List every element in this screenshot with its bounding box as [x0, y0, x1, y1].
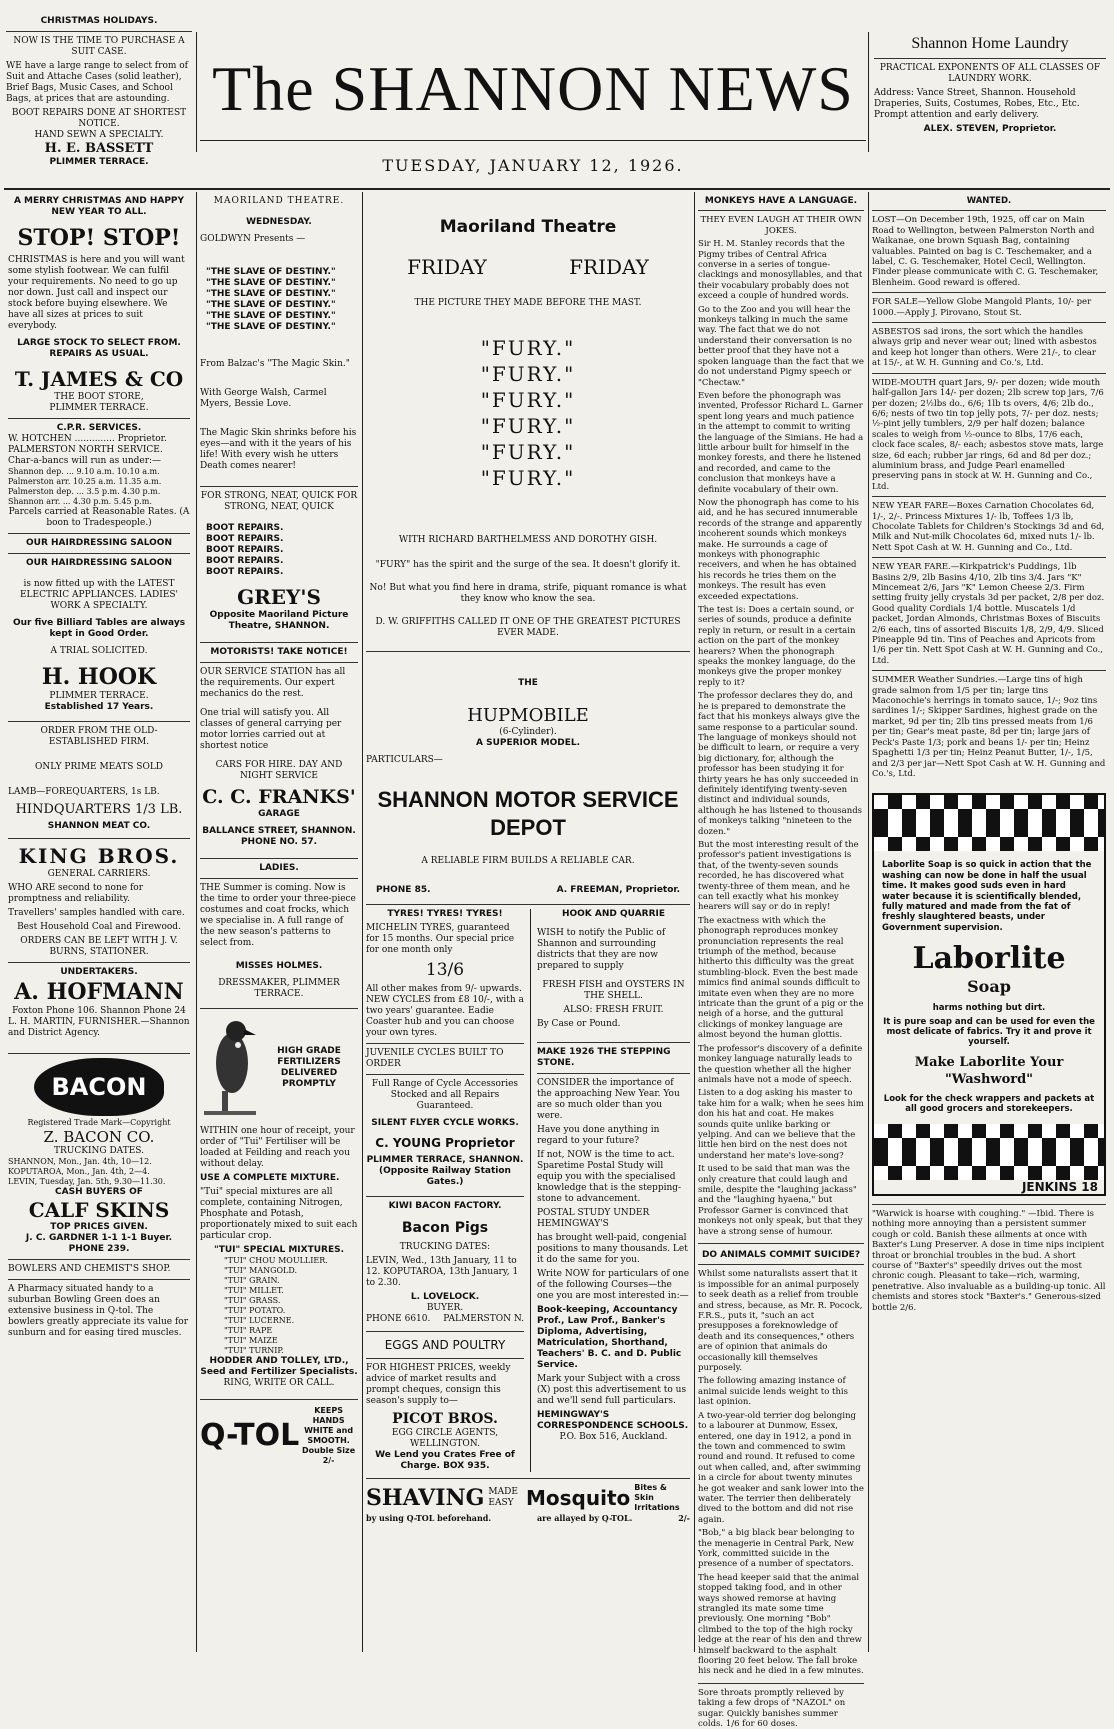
slave-line: "THE SLAVE OF DESTINY.": [206, 300, 336, 310]
stop-heading: STOP! STOP!: [17, 225, 181, 251]
helped: has brought well-paid, congenial positions to many thousands. Let it do the same for you.: [537, 1233, 688, 1265]
shaving-by: by using Q-TOL beforehand.: [366, 1513, 492, 1523]
griffith: D. W. GRIFFITHS CALLED IT ONE OF THE GREATEST PICTURES EVER MADE.: [375, 617, 681, 638]
hook-quarrie: HOOK AND QUARRIE: [561, 909, 666, 919]
col3-right: [531, 909, 690, 1472]
egg-circle: EGG CIRCLE AGENTS, WELLINGTON.: [391, 1428, 499, 1449]
tui-item: "TUI" MANGOLD.: [224, 1266, 298, 1275]
bacon-date-row: KOPUTAROA, Mon., Jan. 4th, 2—4.: [8, 1167, 150, 1176]
fertilizer-header: [200, 1013, 358, 1123]
friday-row: [366, 254, 690, 280]
sore-throats: Sore throats promptly relieved by taking a few drops of "NAZOL" on sugar. Quickly banishes summer colds. 1/6 for 60 doses.: [698, 1687, 846, 1729]
james-sub: THE BOOT STORE,: [54, 392, 144, 402]
laborlite-name: Laborlite: [912, 941, 1066, 977]
laborlite-body: Laborlite Soap is so quick in action that the washing can now be done in half the usual time. It makes good suds even in hard water because it is scientifically blended, fully matured and made from the fat of freshly slaughtered beasts, under Government supervision.: [882, 860, 1092, 933]
hemingways: HEMINGWAY'S CORRESPONDENCE SCHOOLS.: [537, 1410, 689, 1431]
issue-date: TUESDAY, JANUARY 12, 1926.: [382, 156, 684, 175]
monkeys-p11: It used to be said that man was the only creature that could laugh and smile, despite the "laughing jackass" and the "laughing hyaena," but Professor Garner is convinced that monkeys not only speak, but that they have a strong sense of humour.: [698, 1164, 863, 1237]
ballance: BALLANCE STREET, SHANNON. PHONE NO. 57.: [202, 826, 356, 847]
king-travel: Travellers' samples handled with care.: [8, 908, 185, 918]
qtol-strip-footer: [366, 1513, 690, 1523]
lamb-forequarters: LAMB—FOREQUARTERS, 1s LB.: [8, 787, 160, 797]
tui-list: [224, 1256, 358, 1356]
suicide-p5: The head keeper said that the animal stopped taking food, and in other ways showed remorse at having strangled its mate some time previously. One morning "Bob" climbed to the top of the high rocky ledge at the rear of his den and threw himself backward to the asphalt flooring 20 feet below. The fall broke his neck and he died in a few minutes.: [698, 1572, 864, 1677]
qtol-ad: [200, 1406, 358, 1466]
kiwi-footer: [366, 1314, 524, 1325]
laundry-body: Address: Vance Street, Shannon. Household Draperies, Suits, Costumes, Robes, Etc., Etc. Prompt attention and early delivery.: [874, 88, 1080, 120]
trial-note: A TRIAL SOLICITED.: [50, 646, 148, 656]
timetable: [8, 467, 190, 507]
order-note: ORDER FROM THE OLD-ESTABLISHED FIRM.: [40, 726, 158, 747]
hofmann-heading: A. HOFMANN: [14, 979, 184, 1005]
mixture-body: "Tui" special mixtures are all complete, containing Nitrogen, Phosphate and Potash, proportionately mixed to suit each particular crop.: [200, 1187, 358, 1241]
write-now: Write NOW for particulars of one of the following Courses—the one you are most interested in:—: [537, 1269, 690, 1301]
fury-list: [366, 335, 690, 491]
friday-right: FRIDAY: [569, 255, 649, 279]
slave-list: [206, 267, 358, 333]
hup-six: (6-Cylinder).: [499, 727, 557, 737]
juvenile: JUVENILE CYCLES BUILT TO ORDER: [366, 1048, 504, 1069]
boot-repairs-line: BOOT REPAIRS.: [206, 567, 284, 577]
picot: PICOT BROS.: [392, 1411, 498, 1427]
tui-item: "TUI" RAPE: [224, 1326, 273, 1335]
lovelock: L. LOVELOCK.: [410, 1292, 480, 1302]
depot-footer: [366, 885, 690, 896]
ear-left-ad: [6, 16, 192, 184]
ear-left-line2: HAND SEWN A SPECIALTY.: [34, 130, 164, 140]
hupmobile: HUPMOBILE: [467, 705, 589, 726]
monkeys-p5: The test is: Does a certain sound, or series of sounds, produce a definite reply in return, or result in a certain action on the part of the monkey hearers? When the phonograph speaks the monkey language, do the monkeys give the proper monkey reply to it?: [698, 605, 856, 688]
tui-item: "TUI" MAIZE: [224, 1336, 278, 1345]
tui-heading: "TUI" SPECIAL MIXTURES.: [214, 1245, 344, 1255]
monkeys-p1: Sir H. M. Stanley records that the Pigmy tribes of Central Africa converse in a series of tongue-clackings and monosyllables, and that their vocabulary probably does not exceed a couple of hundred words.: [698, 239, 863, 302]
column-2: [200, 196, 358, 1654]
depot-freeman: A. FREEMAN, Proprietor.: [556, 885, 680, 895]
tui-item: "TUI" POTATO.: [224, 1306, 286, 1315]
laundry-sign: ALEX. STEVEN, Proprietor.: [923, 124, 1057, 134]
by-case: By Case or Pound.: [537, 1019, 621, 1029]
courses: Book-keeping, Accountancy Prof., Law Prof., Banker's Diploma, Advertising, Matriculation, Shorthand, Teachers' B. C. and D. Public Service.: [537, 1305, 682, 1370]
fury-cast: WITH RICHARD BARTHELMESS AND DOROTHY GISH.: [398, 535, 658, 545]
lost-ad: LOST—On December 19th, 1925, off car on Main Road to Wellington, between Palmerston North and Waikanae, one brown Squash Bag, containing valuables. Painted on bag is C. Teschemaker, and a label, C. G. Teschemaker, Hotel Cecil, Wellington. Finder please communicate with C. G. Teschemaker, Blenheim. Good reward is offered.: [872, 215, 1099, 288]
cpr-heading: C.P.R. SERVICES.: [56, 423, 142, 433]
check-pattern-bottom: [874, 1124, 1104, 1152]
wanted-heading: WANTED.: [966, 196, 1012, 206]
monkeys-p6: The professor declares they do, and he is prepared to demonstrate the fact that his monkeys always give the same response to a particular sound. The language of monkeys should not be difficult to learn, or require a very big dictionary, for, although the professor has been studying it for thirty years he has only succeeded in definitely identifying twenty-seven distinct and individual sounds, although he has listened to thousands of monkeys talking "nineteen to the dozen.": [698, 691, 863, 837]
masthead: [200, 54, 866, 134]
laborlite-make: Make Laborlite Your "Washword": [914, 1054, 1064, 1087]
shaving: SHAVING: [366, 1485, 485, 1511]
cpr-run: Char-a-bancs will run as under:—: [8, 456, 162, 466]
check-pattern-top-2: [874, 823, 1104, 851]
mast-line: THE PICTURE THEY MADE BEFORE THE MAST.: [414, 298, 642, 308]
top-prices: TOP PRICES GIVEN.: [50, 1222, 148, 1232]
cycles: All other makes from 9/- upwards. NEW CYCLES from £8 10/-, with a two years' guarantee. Eadie Coaster hub and you can choose your own tyres.: [366, 984, 524, 1038]
hook-place: PLIMMER TERRACE.: [49, 691, 149, 701]
fertilizer-heading: HIGH GRADE FERTILIZERS DELIVERED PROMPTLY: [277, 1046, 341, 1089]
goldwyn: GOLDWYN Presents —: [200, 234, 306, 244]
silent-flyer: SILENT FLYER CYCLE WORKS.: [371, 1118, 519, 1128]
undertakers-heading: UNDERTAKERS.: [60, 967, 138, 977]
king-sub: GENERAL CARRIERS.: [47, 869, 151, 879]
fury-line: "FURY.": [480, 388, 576, 412]
newyear-ad-1: NEW YEAR FARE—Boxes Carnation Chocolates 6d, 1/-, 2/-. Princess Mixtures 1/- lb, Toffees 1/3 lb, Chocolate Tablets for Children's Stockings 3d and 6d, Milk and Nut-milk Chocolates 6d, mixed nuts 1/- lb. Nett Spot Cash at W. H. Gunning and Co., Ltd.: [872, 501, 1105, 553]
ear-left-place: PLIMMER TERRACE.: [49, 157, 149, 167]
tui-bird-icon: [200, 1013, 260, 1123]
meat-co: SHANNON MEAT CO.: [47, 821, 151, 831]
laborlite-pure: It is pure soap and can be used for even the most delicate of fabrics. Try it and prove it yourself.: [883, 1016, 1095, 1048]
bowlers-body: A Pharmacy situated handy to a suburban Bowling Green does an extensive business in Q-tol. The bowlers greatly appreciate its value for sunburn and for easing tired muscles.: [8, 1284, 189, 1338]
cars-for-hire: CARS FOR HIRE. DAY AND NIGHT SERVICE: [215, 760, 343, 781]
mixture-heading: USE A COMPLETE MIXTURE.: [200, 1173, 340, 1183]
suicide-p2: The following amazing instance of animal suicide lends weight to this last opinion.: [698, 1376, 849, 1408]
kiwi-palm: PALMERSTON N.: [443, 1314, 524, 1324]
kiwi-phone: PHONE 6610.: [366, 1314, 431, 1324]
stepping-stone: MAKE 1926 THE STEPPING STONE.: [537, 1047, 671, 1068]
king-coal: Best Household Coal and Firewood.: [17, 922, 181, 932]
timetable-row: Shannon arr. ... 4.30 p.m. 5.45 p.m.: [8, 497, 152, 506]
saloon-heading: OUR HAIRDRESSING SALOON: [25, 538, 172, 548]
depot-reliable: A RELIABLE FIRM BUILDS A RELIABLE CAR.: [421, 856, 635, 866]
hup-particulars: PARTICULARS—: [366, 755, 443, 765]
motorists-heading: MOTORISTS! TAKE NOTICE!: [210, 647, 348, 657]
king-body: WHO ARE second to none for promptness and reliability.: [8, 883, 144, 904]
bacon-co: Z. BACON CO.: [43, 1128, 155, 1146]
check-pattern-bottom-2: [874, 1152, 1104, 1180]
monkeys-p10: Listen to a dog asking his master to take him for a walk; when he sees him don his hat and coat. He makes sounds quite unlike barking or yelping. And can we believe that the little hen bird on the nest does not understand her mate's love-song?: [698, 1088, 864, 1161]
bacon-dates-heading: TRUCKING DATES.: [54, 1146, 144, 1156]
ear-left-name: H. E. BASSETT: [44, 141, 154, 156]
mosq-price: 2/-: [678, 1513, 690, 1523]
james-place: PLIMMER TERRACE.: [49, 403, 149, 413]
young-addr: PLIMMER TERRACE, SHANNON. (Opposite Railway Station Gates.): [366, 1155, 524, 1187]
monkeys-p4: Now the phonograph has come to his aid, and he has secured innumerable records of the strange and apparently incoherent sounds which monkeys make. He surrounds a cage of monkeys with phonographic receivers, and when he has obtained his records he tries them on the monkeys. The result has even exceeded expectations.: [698, 497, 862, 602]
martin-note: L. H. MARTIN, FURNISHER.—Shannon and District Agency.: [8, 1017, 190, 1038]
cpr-proprietor: W. HOTCHEN .............. Proprietor.: [8, 434, 167, 444]
fury-line: "FURY.": [480, 466, 576, 490]
ear-left-heading: CHRISTMAS HOLIDAYS.: [40, 16, 158, 26]
tui-item: "TUI" GRAIN.: [224, 1276, 280, 1285]
young: C. YOUNG Proprietor: [375, 1136, 515, 1150]
postal-study: POSTAL STUDY UNDER HEMINGWAY'S: [537, 1208, 650, 1229]
maoriland-heading: MAORILAND THEATRE.: [213, 196, 345, 206]
monkeys-p9: The professor's discovery of a definite monkey language naturally leads to the question whether all the higher animals have not a mode of speech.: [698, 1043, 863, 1085]
parcels-note: Parcels carried at Reasonable Rates. (A boon to Tradespeople.): [8, 507, 190, 528]
mosquito: Mosquito: [526, 1486, 631, 1510]
slave-line: "THE SLAVE OF DESTINY.": [206, 267, 336, 277]
ear-left-body: WE have a large range to select from of Suit and Attache Cases (solid leather), Brief Bags, Music Cases, and School Bags, at prices that are astounding.: [6, 61, 189, 104]
tui-item: "TUI" GRASS.: [224, 1296, 281, 1305]
hofmann-phone: Foxton Phone 106. Shannon Phone 24: [12, 1006, 186, 1016]
tui-item: "TUI" LUCERNE.: [224, 1316, 295, 1325]
slave-line: "THE SLAVE OF DESTINY.": [206, 311, 336, 321]
laborlite-look: Look for the check wrappers and packets at all good grocers and storekeepers.: [883, 1093, 1095, 1115]
ear-left-line1: BOOT REPAIRS DONE AT SHORTEST NOTICE.: [11, 108, 187, 129]
cast: With George Walsh, Carmel Myers, Bessie Love.: [200, 388, 327, 409]
prime-note: ONLY PRIME MEATS SOLD: [34, 762, 164, 772]
dressmaker: DRESSMAKER, PLIMMER TERRACE.: [218, 978, 340, 999]
newyear-ad-2: NEW YEAR FARE.—Kirkpatrick's Puddings, 1lb Basins 2/9, 2lb Basins 4/10, 2lb tins 3/4. Jars "K" Mincemeat 2/6, Jars "K" Lemon Cheese 2/3. Firm setting fruity jelly crystals 3d per packet, 2/8 per doz. Good quality Cordials 1/4 bottle. Muscatels 1/d packet, Jordan Almonds, Christmas Boxes of Biscuits 2/6 each, tins of assorted Biscuits 1/8, 2/9, 4/9. Sliced Pineapple 9d tin. Tins of Peaches and Apricots from 1/6 per tin. Nett Spot Cash at W. H. Gunning and Co., Ltd.: [872, 562, 1105, 666]
timetable-row: Palmerston dep. ... 3.5 p.m. 4.30 p.m.: [8, 487, 161, 496]
tui-item: "TUI" TURNIP.: [224, 1346, 284, 1355]
saloon-body: is now fitted up with the LATEST ELECTRIC APPLIANCES. LADIES' WORK A SPECIALTY.: [19, 579, 179, 611]
greeting: A MERRY CHRISTMAS AND HAPPY NEW YEAR TO ALL.: [13, 196, 185, 217]
qtol-title: Q-TOL: [200, 1418, 300, 1453]
billiard-note: Our five Billiard Tables are always kept in Good Order.: [12, 618, 186, 639]
bowlers-heading: BOWLERS AND CHEMIST'S SHOP.: [8, 1264, 171, 1274]
mosq-by: are allayed by Q-TOL.: [536, 1513, 633, 1523]
laborlite-harms: harms nothing but dirt.: [932, 1003, 1046, 1014]
made-easy: MADE EASY: [488, 1487, 518, 1508]
tui-item: "TUI" MILLET.: [224, 1286, 284, 1295]
have-you: Have you done anything in regard to your future?: [537, 1125, 660, 1146]
fresh-fish: FRESH FISH and OYSTERS IN THE SHELL.: [542, 980, 685, 1001]
king-orders: ORDERS CAN BE LEFT WITH J. V. BURNS, STATIONER.: [20, 936, 178, 957]
hup-the: THE: [518, 678, 538, 688]
monkeys-p2: Go to the Zoo and you will hear the monkeys talking in much the same way. The fact that we do not understand their conversation is no better proof that they have not a spoken language than the fact that we do not understand Pigmy speech or "Chectaw.": [698, 304, 864, 388]
stop-body: CHRISTMAS is here and you will want some stylish footwear. We can fulfil your requirements. No need to go up nor down. Just call and inspect our stock before buying elsewhere. We have all sizes at prices to suit everybody.: [8, 255, 185, 331]
wednesday: WEDNESDAY.: [246, 217, 312, 227]
greys-sub: Opposite Maoriland Picture Theatre, SHANNON.: [209, 610, 349, 631]
theatre-heading: Maoriland Theatre: [439, 217, 617, 237]
warwick-ad: "Warwick is hoarse with coughing." —Ibid. There is nothing more annoying than a persistent summer cough or cold. Banish these ailments at once with Baxter's Lung Preserver. A dose in time nips incipient throat or bronchial troubles in the bud. A short course of "Baxter's" speedily drives out the most chronic cough. Pleasant to take—rich, warming, penetrative. Also invaluable as a building-up tonic. All chemists and stores stock "Baxter's." Generous-sized bottle 2/6.: [872, 1209, 1106, 1313]
eggs-heading: EGGS AND POULTRY: [384, 1338, 506, 1352]
timetable-row: Shannon dep. ... 9.10 a.m. 10.10 a.m.: [8, 467, 160, 476]
laborlite-soap: Soap: [967, 977, 1011, 997]
slave-line: "THE SLAVE OF DESTINY.": [206, 289, 336, 299]
gardner: J. C. GARDNER 1-1 1-1 Buyer. PHONE 239.: [25, 1233, 173, 1254]
ring: RING, WRITE OR CALL.: [223, 1378, 335, 1388]
column-1: [8, 196, 190, 1654]
michelin-price: 13/6: [425, 960, 465, 980]
kiwi: KIWI BACON FACTORY.: [388, 1201, 502, 1211]
balzac: From Balzac's "The Magic Skin.": [200, 359, 350, 369]
lamb-hindquarters: HINDQUARTERS 1/3 LB.: [15, 802, 183, 817]
calf-skins: CALF SKINS: [28, 1198, 170, 1222]
laundry-title: Shannon Home Laundry: [911, 35, 1069, 52]
laundry-sub: PRACTICAL EXPONENTS OF ALL CLASSES OF LAUNDRY WORK.: [879, 63, 1101, 84]
saloon-heading-2: OUR HAIRDRESSING SALOON: [25, 558, 172, 568]
boot-repairs-line: BOOT REPAIRS.: [206, 556, 284, 566]
column-3: [366, 196, 690, 1654]
trucking: TRUCKING DATES:: [399, 1242, 491, 1252]
strong-heading: FOR STRONG, NEAT, QUICK FOR STRONG, NEAT, QUICK: [200, 491, 358, 512]
cpr-service: PALMERSTON NORTH SERVICE.: [8, 445, 163, 455]
mosquito-ad: [526, 1483, 690, 1513]
slave-line: "THE SLAVE OF DESTINY.": [206, 278, 336, 288]
garage: GARAGE: [258, 809, 300, 819]
fury-spirit: "FURY" has the spirit and the surge of the sea. It doesn't glorify it.: [375, 560, 681, 570]
monkeys-p3: Even before the phonograph was invented, Professor Richard L. Garner spent long years and much patience in the attempt to commit to writing the language of the Simians. He had a little arbour built for himself in the monkey forests, and there he listened and recorded, and came to the conclusion that monkeys have a definite vocabulary of their own.: [698, 390, 864, 495]
ear-right-ad: [874, 34, 1106, 184]
magic-skin: The Magic Skin shrinks before his eyes—and with it the years of his life! With every wish he utters Death comes nearer!: [200, 428, 357, 471]
michelin: MICHELIN TYRES, guaranteed for 15 months. Our special price for one month only: [366, 923, 515, 955]
ladies-heading: LADIES.: [259, 863, 299, 873]
forsale-ad: FOR SALE—Yellow Globe Mangold Plants, 10/- per 1000.—Apply J. Pirovano, Stout St.: [872, 297, 1092, 318]
fury-line: "FURY.": [480, 362, 576, 386]
range: Full Range of Cycle Accessories Stocked and all Repairs Guaranteed.: [371, 1079, 519, 1111]
if-not: If not, NOW is the time to act. Sparetime Postal Study will equip you with the specialised knowledge that is the stepping-stone to advancement.: [537, 1150, 682, 1204]
depot-heading: SHANNON MOTOR SERVICE DEPOT: [377, 787, 679, 840]
ear-left-sub: NOW IS THE TIME TO PURCHASE A SUIT CASE.: [13, 36, 185, 57]
boot-repairs-line: BOOT REPAIRS.: [206, 523, 284, 533]
stock-note: LARGE STOCK TO SELECT FROM. REPAIRS AS USUAL.: [17, 338, 181, 359]
monkeys-sub: THEY EVEN LAUGH AT THEIR OWN JOKES.: [700, 215, 862, 236]
mark-subject: Mark your Subject with a cross (X) post this advertisement to us and we'll send full particulars.: [537, 1374, 687, 1406]
monkeys-heading: MONKEYS HAVE A LANGUAGE.: [704, 196, 858, 206]
hook-established: Established 17 Years.: [44, 702, 154, 712]
consider: CONSIDER the importance of the approaching New Year. You are so much older than you were.: [537, 1078, 680, 1121]
suicide-p1: Whilst some naturalists assert that it is impossible for an animal purposely to seek death as a relief from trouble and stress, because, as Mr. R. Pocock, F.R.S., puts it, "such an act presupposes a foreknowledge of death and its consequences," others are of opinion that animals do occasionally kill themselves purposely.: [698, 1269, 863, 1374]
james-heading: T. JAMES & CO: [14, 367, 184, 391]
boot-repairs-list: [206, 523, 358, 578]
bacon-dates: [8, 1157, 190, 1187]
newspaper-title: The SHANNON NEWS: [212, 53, 854, 124]
hook-heading: H. HOOK: [41, 664, 157, 690]
qtol-strip: [366, 1483, 690, 1513]
trucking-body: LEVIN, Wed., 13th January, 11 to 12. KOPUTAROA, 13th January, 1 to 2.30.: [366, 1256, 519, 1288]
crates: We Lend you Crates Free of Charge. BOX 935.: [375, 1450, 515, 1471]
greys-heading: GREY'S: [237, 585, 321, 609]
depot-phone: PHONE 85.: [376, 885, 431, 895]
bacon-trade: Registered Trade Mark—Copyright: [27, 1118, 171, 1127]
bacon-pigs: Bacon Pigs: [401, 1220, 489, 1236]
suicide-p3: A two-year-old terrier dog belonging to a labourer at Dunmow, Essex, entered, one day in 1912, a pond in the town and commenced to swim round and round. It refused to come out when called, and, after swimming in a circle for about twenty minutes he got weaker and sank lower into the water. The terrier then deliberately dived to the bottom and did not rise again.: [698, 1410, 864, 1525]
buyer: BUYER.: [426, 1303, 464, 1313]
suicide-p4: "Bob," a big black bear belonging to the menagerie in Central Park, New York, committed suicide in the presence of a number of spectators.: [698, 1528, 855, 1570]
summer-ad: SUMMER Weather Sundries.—Large tins of high grade salmon from 1/5 per tin; large tins Maconochie's herrings in tomato sauce, 1/-; 9oz tins sardines 1/-; Skipper Sardines, highest grade on the market, 9d per tin; 2lb tins pressed meats from 1/6 per tin; Gear's meat paste, 8d per tin; large jars of Peck's Paste 1/3; pork and beans 1/- per tin; Heinz Spaghetti 1/3 per tin; Heinz Peanut Butter, 1/-, 1/5, and 2/3 per jar—Nett Spot Cash at W. H. Gunning and Co.'s, Ltd.: [872, 675, 1106, 779]
hup-superior: A SUPERIOR MODEL.: [475, 738, 580, 748]
bacon-date-row: LEVIN, Tuesday, Jan. 5th, 9.30—11.30.: [8, 1177, 166, 1186]
qtol-side: KEEPS HANDS WHITE and SMOOTH. Double Size 2/-: [302, 1406, 356, 1465]
slave-line: "THE SLAVE OF DESTINY.": [206, 322, 336, 332]
motor-body: OUR SERVICE STATION has all the requirements. Our expert mechanics do the rest.: [200, 667, 346, 699]
hook-quarrie-body: WISH to notify the Public of Shannon and surrounding districts that they are now prepared to supply: [537, 928, 666, 971]
holmes-heading: MISSES HOLMES.: [235, 961, 323, 971]
cash-buyers: CASH BUYERS OF: [55, 1187, 143, 1197]
shaving-ad: [366, 1485, 526, 1511]
motor-trial: One trial will satisfy you. All classes of general carrying per motor lorries carried out at shortest notice: [200, 708, 342, 751]
fury-no: No! But what you find here in drama, strife, piquant romance is what they know who know the sea.: [369, 583, 687, 604]
king-heading: KING BROS.: [18, 844, 180, 868]
check-pattern-top: [874, 795, 1104, 823]
monkeys-p8: The exactness with which the phonograph reproduces monkey pronunciation represents the real triumph of the method, because hitherto this difficulty was the great stumbling-block. Even the best made mimics find animal sounds difficult to imitate even when they are no more intricate than the grunt of a pig or the neigh of a horse, and the guttural clickings of monkey language are almost beyond the human glottis.: [698, 915, 864, 1041]
fury-line: "FURY.": [480, 414, 576, 438]
tyres-heading: TYRES! TYRES! TYRES!: [387, 909, 503, 919]
ladies-body: THE Summer is coming. Now is the time to order your three-piece costumes and coat frocks, which we specialise in. A full range of the new season's patterns to select from.: [200, 883, 356, 948]
fertilizer-body: WITHIN one hour of receipt, your order of "Tui" Fertiliser will be loaded at Feilding and reach you without delay.: [200, 1126, 355, 1169]
fury-line: "FURY.": [480, 336, 576, 360]
column-5: [872, 196, 1106, 1654]
bacon-date-row: SHANNON, Mon., Jan. 4th, 10—12.: [8, 1157, 152, 1166]
column-4: [698, 196, 864, 1729]
tui-item: "TUI" CHOU MOULLIER.: [224, 1256, 328, 1265]
lower-split: [366, 909, 690, 1472]
widemouth-ad: WIDE-MOUTH quart Jars, 9/- per dozen; wide mouth half-gallon Jars 14/- per dozen; 2lb screw top jars, 7/6 per dozen; 2½lbs do., 6/6; 1lb ts overs, 4/6; 2lb do., 6/6; nests of two tin top jelly pots, 7/- per doz. nests; ½-pint jelly tumblers, 2/9 per half dozen; balance scales to weigh from ½-ounce to 8lbs, 17/6 each, clock face scales, 8/- each; asbestos stove mats, large size, 6d each; rubber jar rings, 6d and 8d per doz.; aluminium brass, and Judge Pearl enamelled preserving pans in stock at W. H. Gunning and Co., Ltd.: [872, 377, 1104, 492]
timetable-row: Palmerston arr. 10.25 a.m. 11.35 a.m.: [8, 477, 162, 486]
monkeys-p7: But the most interesting result of the professor's patient investigations is that, of the twenty-seven sounds recorded, he has discovered what twenty-three of them mean, and he can tell exactly what his monkey hearers will say or do in reply!: [698, 839, 859, 913]
po-box: P.O. Box 516, Auckland.: [559, 1432, 668, 1442]
jenkins: JENKINS 18: [1021, 1179, 1098, 1194]
boot-repairs-line: BOOT REPAIRS.: [206, 545, 284, 555]
asbestos-ad: ASBESTOS sad irons, the sort which the handles always grip and never wear out; lined with asbestos and keep hot longer than others. Were 21/-, to clear at 15/-, at W. H. Gunning and Co.'s, Ltd.: [872, 327, 1097, 369]
friday-left: FRIDAY: [407, 255, 487, 279]
suicide-heading: DO ANIMALS COMMIT SUICIDE?: [701, 1250, 861, 1260]
laborlite-ad: [872, 793, 1106, 1196]
hodder: HODDER AND TOLLEY, LTD., Seed and Fertilizer Specialists.: [200, 1356, 358, 1377]
franks-heading: C. C. FRANKS': [202, 786, 356, 808]
fury-line: "FURY.": [480, 440, 576, 464]
mosq-side: Bites & Skin Irritations: [634, 1483, 680, 1512]
eggs-body: FOR HIGHEST PRICES, weekly advice of market results and prompt cheques, consign this season's supply to—: [366, 1363, 511, 1406]
boot-repairs-line: BOOT REPAIRS.: [206, 534, 284, 544]
fresh-fruit: ALSO: FRESH FRUIT.: [563, 1005, 664, 1015]
bacon-logo: BACON: [34, 1058, 164, 1116]
col3-left: [366, 909, 531, 1472]
